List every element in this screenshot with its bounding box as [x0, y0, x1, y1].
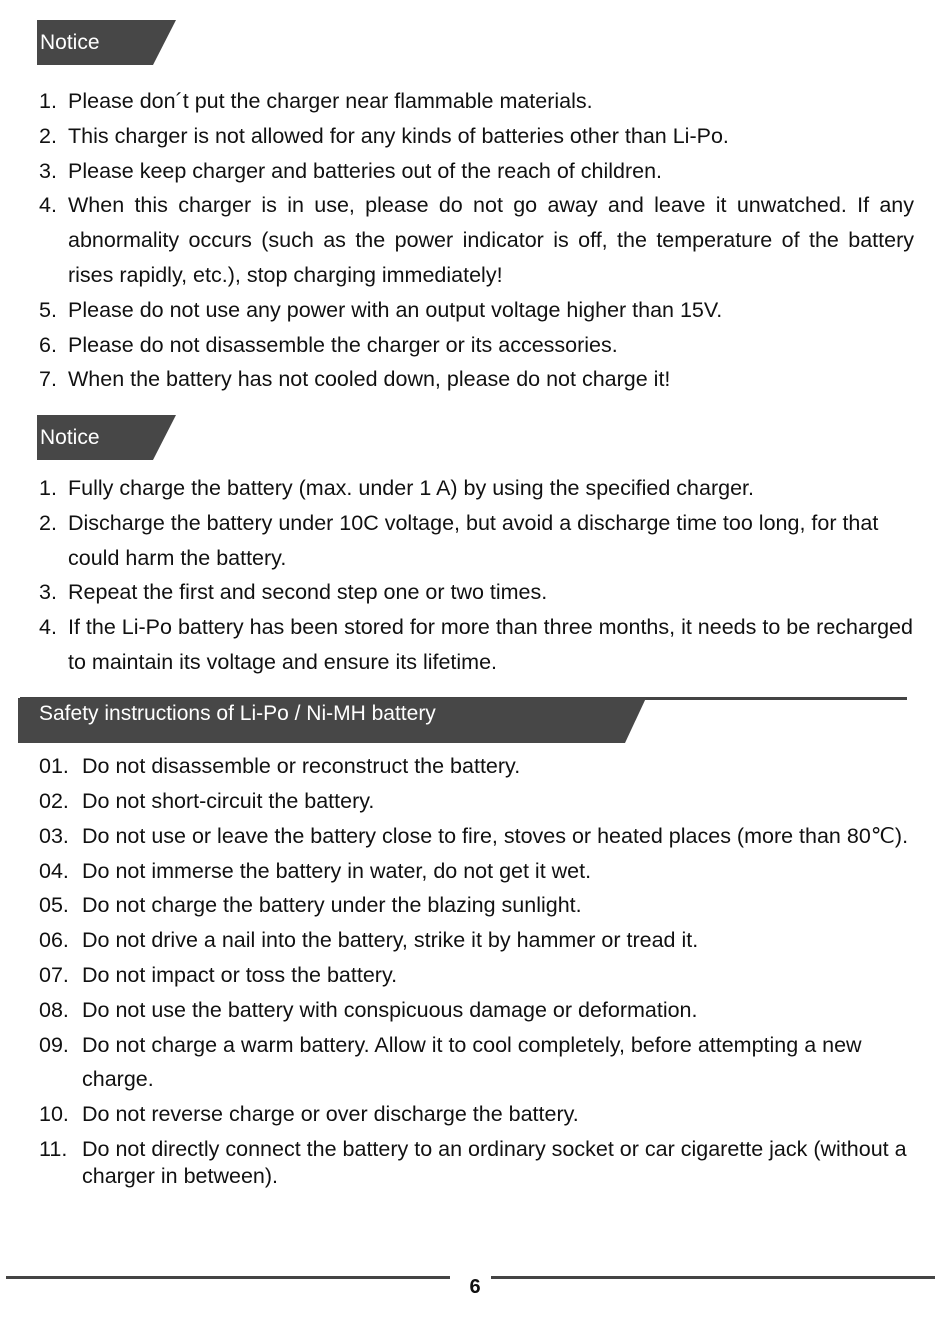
list-item-text: Do not drive a nail into the battery, strike it by hammer or tread it.	[82, 928, 699, 953]
list-item-number: 03.	[39, 823, 69, 848]
notice-heading-1	[37, 20, 177, 65]
list-item	[39, 119, 914, 154]
safety-heading	[18, 698, 648, 743]
list-item	[39, 958, 914, 993]
list-item	[39, 293, 914, 328]
list-item	[39, 506, 914, 576]
list-item-text: Please do not disassemble the charger or its accessories.	[68, 332, 618, 357]
list-item-text: Do not short-circuit the battery.	[82, 788, 375, 813]
list-item	[39, 328, 914, 363]
footer-rule-left	[6, 1276, 450, 1279]
list-item	[39, 784, 914, 819]
list-item	[39, 854, 914, 889]
notice-list-2	[39, 471, 914, 680]
list-item-text: Do not directly connect the battery to an ordinary socket or car cigarette jack (without a charger in between).	[82, 1136, 907, 1188]
safety-heading-label: Safety instructions of Li-Po / Ni-MH battery	[39, 702, 436, 725]
list-item	[39, 1132, 914, 1194]
list-item-text: When the battery has not cooled down, please do not charge it!	[68, 367, 671, 392]
safety-list	[39, 749, 914, 1194]
list-item	[39, 154, 914, 189]
list-item-number: 02.	[39, 788, 69, 813]
list-item-number: 1.	[39, 89, 57, 113]
list-item-text: Do not charge a warm battery. Allow it to cool completely, before attempting a new charge.	[82, 1032, 862, 1092]
list-item-number: 4.	[39, 193, 57, 218]
list-item	[39, 923, 914, 958]
list-item-text: Do not charge the battery under the blazing sunlight.	[82, 893, 582, 918]
list-item	[39, 993, 914, 1028]
list-item-number: 2.	[39, 510, 57, 535]
list-item-text: Do not use the battery with conspicuous damage or deformation.	[82, 997, 698, 1022]
list-item	[39, 888, 914, 923]
list-item-number: 7.	[39, 367, 57, 392]
list-item-number: 2.	[39, 123, 57, 148]
list-item-text: Please do not use any power with an output voltage higher than 15V.	[68, 297, 723, 322]
list-item-number: 1.	[39, 476, 57, 500]
list-item-text: Do not reverse charge or over discharge the battery.	[82, 1102, 579, 1127]
page-number: 6	[469, 1276, 481, 1298]
list-item	[39, 362, 914, 397]
list-item-text: This charger is not allowed for any kinds of batteries other than Li-Po.	[68, 123, 729, 148]
footer-rule-right	[491, 1276, 935, 1279]
list-item-text: Fully charge the battery (max. under 1 A) by using the specified charger.	[68, 476, 754, 500]
list-item-number: 01.	[39, 754, 69, 778]
list-item	[39, 84, 914, 119]
list-item-number: 11.	[39, 1136, 68, 1161]
list-item	[39, 471, 914, 506]
list-item-text: Discharge the battery under 10C voltage, but avoid a discharge time too long, for that could harm the battery.	[68, 510, 879, 570]
notice-heading-2	[37, 415, 177, 460]
list-item-text: Repeat the first and second step one or two times.	[68, 580, 548, 605]
list-item	[39, 1097, 914, 1132]
notice-list-1	[39, 84, 914, 397]
list-item-number: 09.	[39, 1032, 69, 1057]
list-item-text: Do not use or leave the battery close to fire, stoves or heated places (more than 80℃).	[82, 823, 909, 848]
list-item-number: 06.	[39, 928, 69, 953]
list-item	[39, 610, 914, 680]
list-item-number: 10.	[39, 1102, 69, 1127]
list-item	[39, 819, 914, 854]
list-item-number: 4.	[39, 615, 57, 640]
notice-heading-2-label: Notice	[40, 426, 100, 449]
list-item-text: Please don´t put the charger near flammable materials.	[68, 89, 593, 113]
list-item-text: Do not disassemble or reconstruct the battery.	[82, 754, 521, 778]
list-item-number: 08.	[39, 997, 69, 1022]
list-item-text: Do not impact or toss the battery.	[82, 962, 398, 987]
list-item-number: 6.	[39, 332, 57, 357]
list-item-number: 3.	[39, 580, 57, 605]
list-item	[39, 575, 914, 610]
list-item-number: 07.	[39, 962, 69, 987]
list-item-text: Please keep charger and batteries out of the reach of children.	[68, 158, 663, 183]
list-item-number: 5.	[39, 297, 57, 322]
list-item	[39, 188, 914, 292]
list-item	[39, 749, 914, 784]
list-item-text: If the Li-Po battery has been stored for more than three months, it needs to be recharged to maintain its voltage and ensure its lifetime.	[68, 615, 913, 674]
list-item	[39, 1028, 914, 1098]
list-item-number: 05.	[39, 893, 69, 918]
list-item-text: When this charger is in use, please do not go away and leave it unwatched. If any abnormality occurs (such as the power indicator is off, the temperature of the battery rises rapidly, etc.), stop charging immediately!	[68, 193, 914, 287]
list-item-number: 04.	[39, 858, 69, 883]
list-item-number: 3.	[39, 158, 57, 183]
notice-heading-1-label: Notice	[40, 31, 100, 54]
list-item-text: Do not immerse the battery in water, do not get it wet.	[82, 858, 592, 883]
